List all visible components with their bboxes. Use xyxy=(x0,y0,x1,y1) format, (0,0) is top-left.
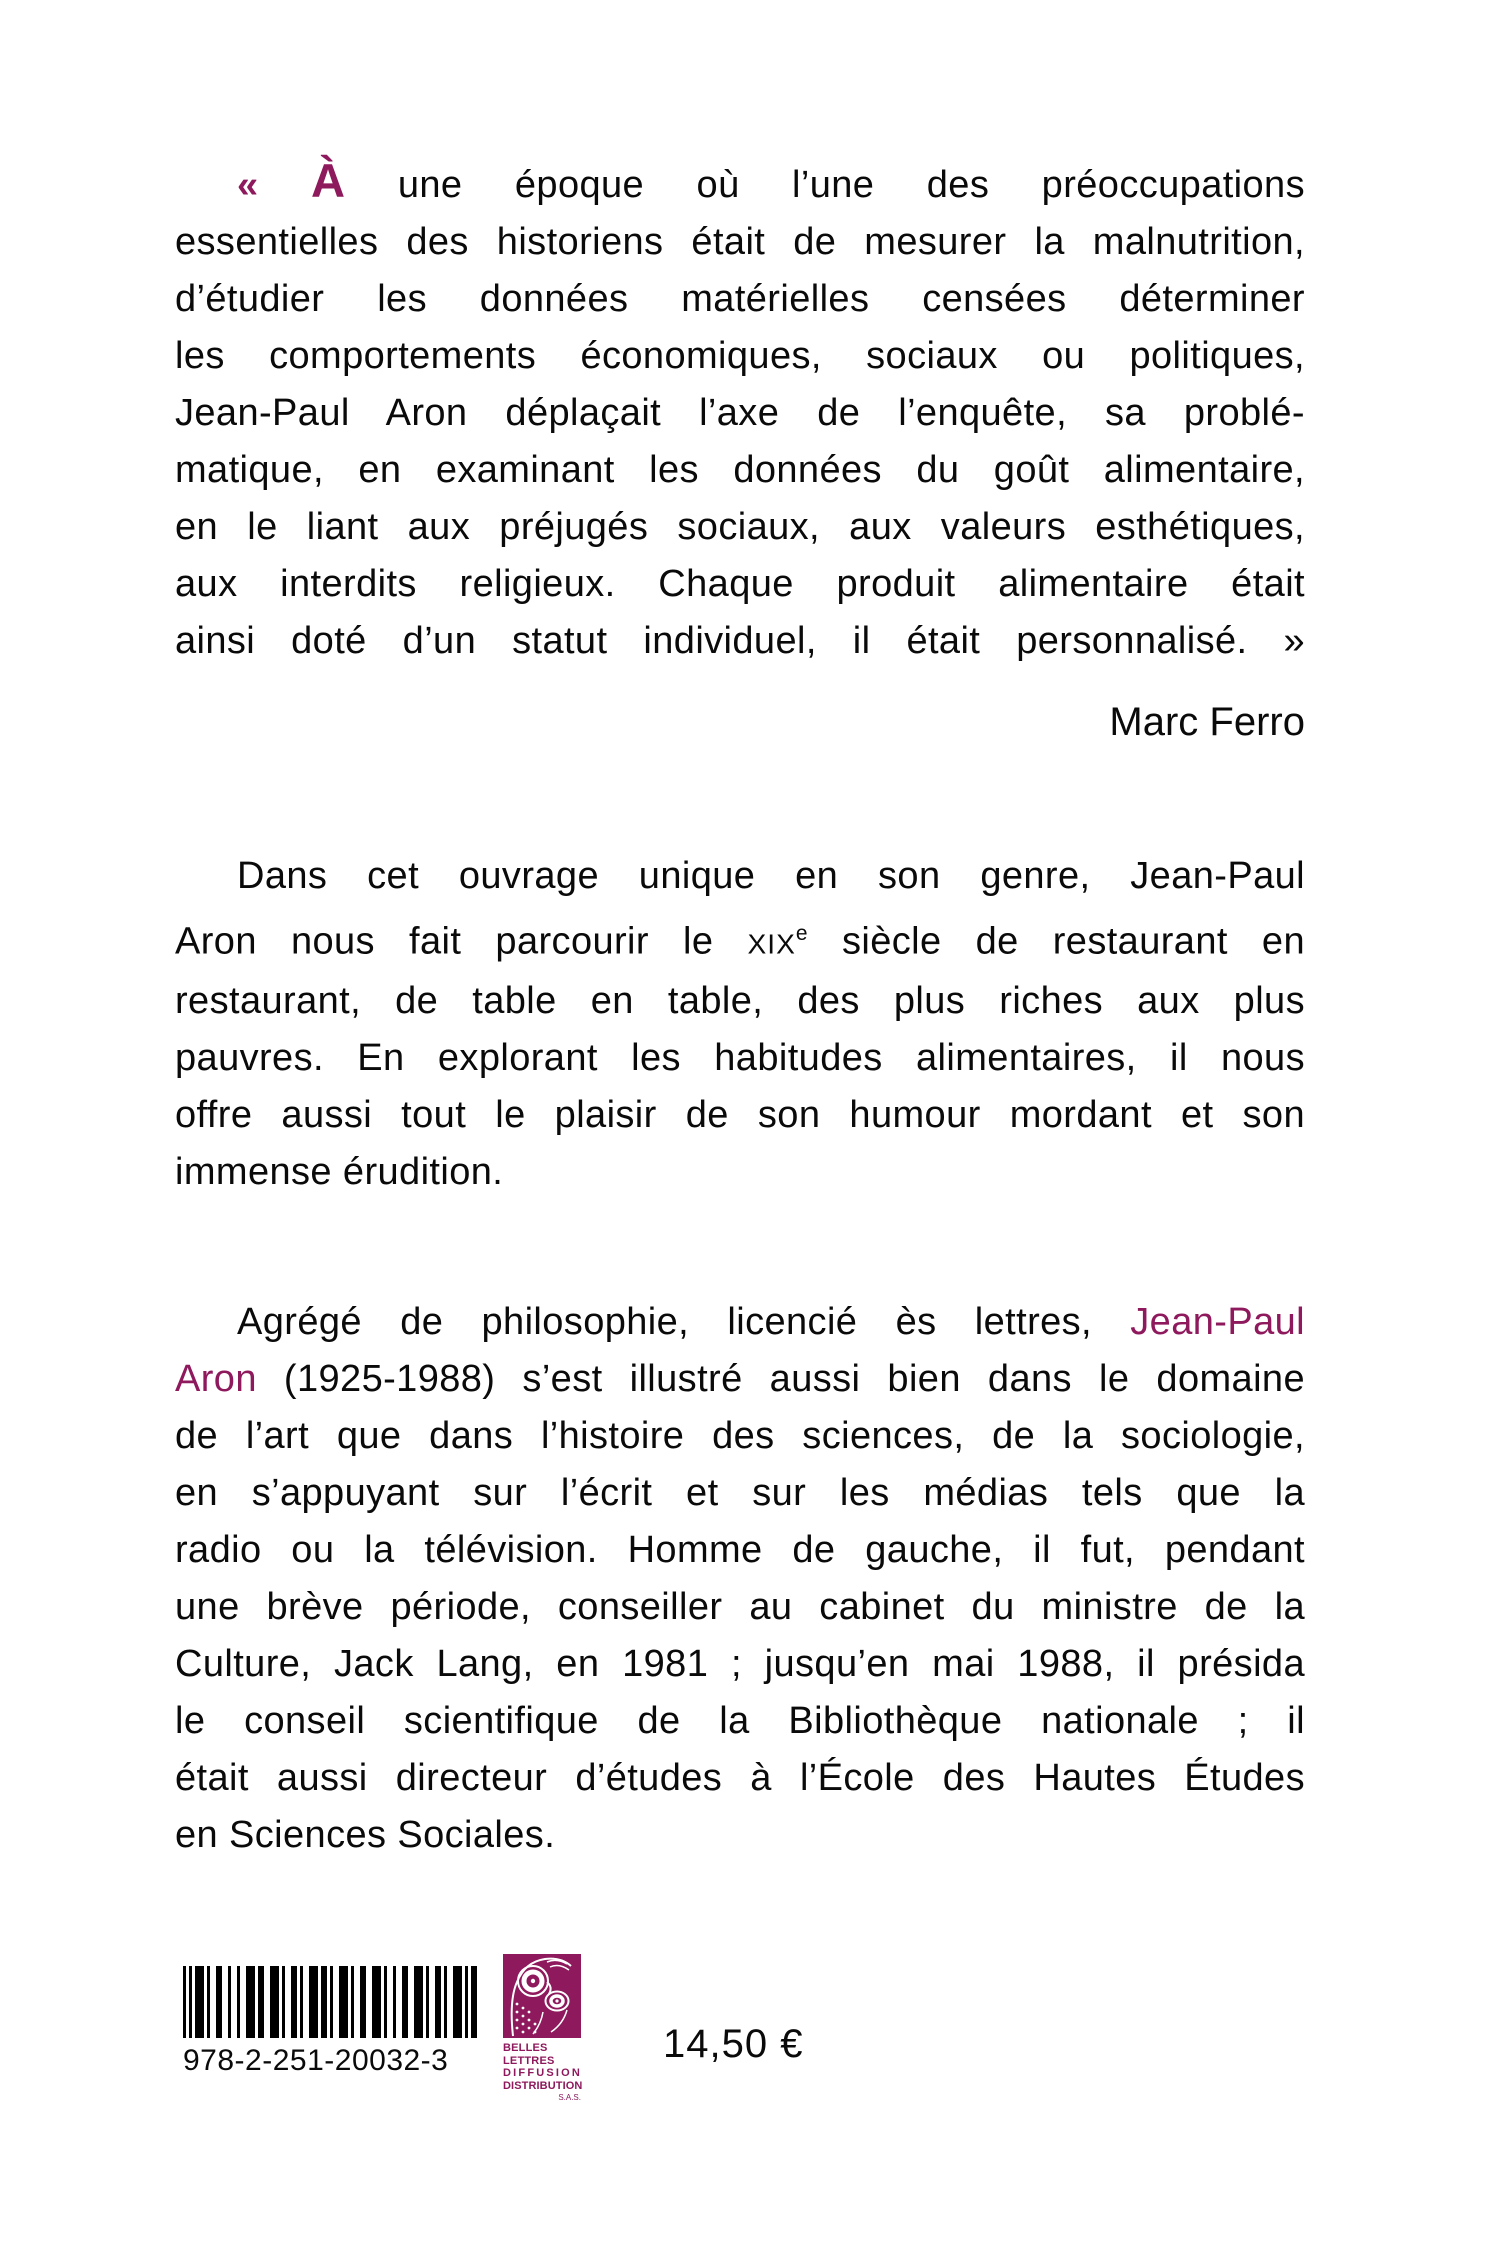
text-line: Jean-Paul Aron déplaçait l’axe de l’enquête, sa problé- xyxy=(175,392,1305,434)
text-line: en s’appuyant sur l’écrit et sur les médias tels que la xyxy=(175,1472,1305,1514)
publisher-name-line: BELLES LETTRES xyxy=(503,2042,555,2067)
synopsis-paragraph xyxy=(175,848,1305,1201)
quote-attribution: Marc Ferro xyxy=(1109,700,1305,744)
text-line: « À une époque où l’une des préoccupations xyxy=(237,154,1305,207)
text-line: Culture, Jack Lang, en 1981 ; jusqu’en mai 1988, il présida xyxy=(175,1643,1305,1685)
text-line: d’étudier les données matérielles censées déterminer xyxy=(175,278,1305,320)
text-line: essentielles des historiens était de mesurer la malnutrition, xyxy=(175,221,1305,263)
text-line: restaurant, de table en table, des plus riches aux plus xyxy=(175,979,1305,1022)
publisher-legal-form: S.A.S. xyxy=(558,2092,581,2102)
price-label: 14,50 € xyxy=(663,2022,804,2066)
text-line: les comportements économiques, sociaux ou politiques, xyxy=(175,335,1305,377)
text-line: Agrégé de philosophie, licencié ès lettres, Jean-Paul xyxy=(237,1301,1305,1343)
text-line: une brève période, conseiller au cabinet du ministre de la xyxy=(175,1586,1305,1628)
text-line: en le liant aux préjugés sociaux, aux valeurs esthétiques, xyxy=(175,506,1305,548)
text-line: Aron (1925-1988) s’est illustré aussi bien dans le domaine xyxy=(175,1358,1305,1400)
publisher-logo xyxy=(503,1954,581,2102)
isbn-number: 978-2-251-20032-3 xyxy=(183,2044,449,2077)
text-line: radio ou la télévision. Homme de gauche, il fut, pendant xyxy=(175,1529,1305,1571)
publisher-name-line: DIFFUSION xyxy=(503,2067,583,2080)
owl-icon xyxy=(503,1954,581,2038)
publisher-name-line: DISTRIBUTION xyxy=(503,2079,583,2092)
barcode-icon xyxy=(183,1966,477,2038)
text-line: pauvres. En explorant les habitudes alimentaires, il nous xyxy=(175,1036,1305,1079)
text-line: en Sciences Sociales. xyxy=(175,1814,556,1856)
text-line: de l’art que dans l’histoire des sciences, de la sociologie, xyxy=(175,1415,1305,1457)
text-line: aux interdits religieux. Chaque produit alimentaire était xyxy=(175,563,1305,605)
text-line: Dans cet ouvrage unique en son genre, Jean-Paul xyxy=(237,855,1305,897)
barcode-block xyxy=(183,1966,477,2078)
text-line: immense érudition. xyxy=(175,1150,504,1193)
text-line: matique, en examinant les données du goût alimentaire, xyxy=(175,449,1305,491)
text-line: le conseil scientifique de la Bibliothèque nationale ; il xyxy=(175,1700,1305,1742)
author-bio-paragraph xyxy=(175,1294,1305,1864)
text-line: offre aussi tout le plaisir de son humour mordant et son xyxy=(175,1093,1305,1136)
quote-paragraph xyxy=(175,152,1305,670)
text-line: Aron nous fait parcourir le XIXe siècle de restaurant en xyxy=(175,920,1305,963)
text-line: était aussi directeur d’études à l’École des Hautes Études xyxy=(175,1757,1305,1799)
text-line: ainsi doté d’un statut individuel, il était personnalisé. » xyxy=(175,620,1305,662)
